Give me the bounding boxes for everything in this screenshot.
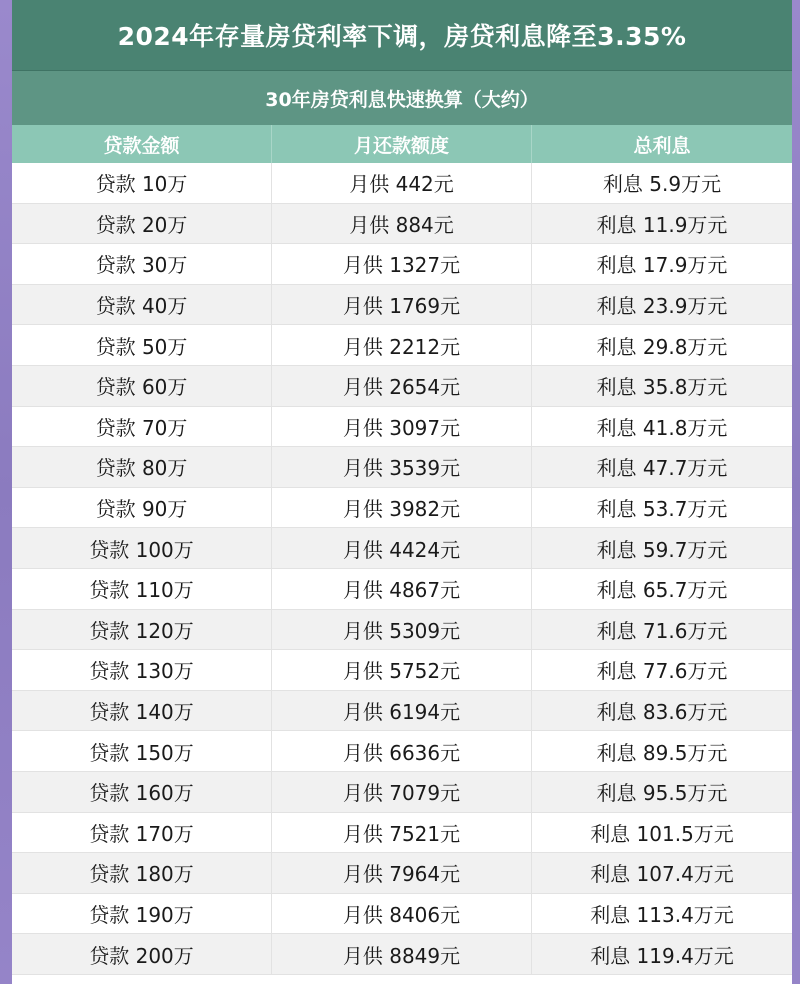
loan-amount-cell: 贷款 100万 xyxy=(12,528,272,568)
total-interest-cell: 利息 107.4万元 xyxy=(590,862,734,887)
total-interest-cell: 利息 5.9万元 xyxy=(602,172,722,197)
table-row xyxy=(12,772,792,813)
total-interest-cell: 利息 83.6万元 xyxy=(596,700,728,725)
total-interest-cell: 利息 11.9万元 xyxy=(596,212,728,237)
table-row xyxy=(12,285,792,326)
table-row xyxy=(12,610,792,651)
total-interest-cell: 利息 65.7万元 xyxy=(596,578,728,603)
total-interest-cell: 利息 77.6万元 xyxy=(596,659,728,684)
monthly-payment-cell: 月供 7079元 xyxy=(272,772,532,812)
table-row xyxy=(12,691,792,732)
monthly-payment-cell: 月供 6194元 xyxy=(272,691,532,731)
loan-amount-cell: 贷款 80万 xyxy=(12,447,272,487)
loan-amount-cell: 贷款 180万 xyxy=(12,853,272,893)
monthly-payment-cell: 月供 3539元 xyxy=(272,447,532,487)
monthly-payment-cell: 月供 442元 xyxy=(272,163,532,203)
loan-amount-cell: 贷款 160万 xyxy=(12,772,272,812)
total-interest-cell: 利息 71.6万元 xyxy=(596,618,728,643)
loan-amount-cell: 贷款 70万 xyxy=(12,407,272,447)
loan-amount-cell: 贷款 40万 xyxy=(12,285,272,325)
total-interest-cell: 利息 17.9万元 xyxy=(596,253,728,278)
total-interest-cell: 利息 47.7万元 xyxy=(596,456,728,481)
table-row xyxy=(12,650,792,691)
monthly-payment-cell: 月供 2212元 xyxy=(272,325,532,365)
table-body xyxy=(12,163,792,975)
total-interest-cell: 利息 95.5万元 xyxy=(596,781,728,806)
monthly-payment-cell: 月供 8849元 xyxy=(272,934,532,974)
total-interest-cell: 利息 41.8万元 xyxy=(596,415,728,440)
table-row xyxy=(12,204,792,245)
monthly-payment-cell: 月供 3097元 xyxy=(272,407,532,447)
loan-amount-cell: 贷款 150万 xyxy=(12,731,272,771)
loan-amount-cell: 贷款 90万 xyxy=(12,488,272,528)
table-row xyxy=(12,853,792,894)
loan-amount-cell: 贷款 170万 xyxy=(12,813,272,853)
monthly-payment-cell: 月供 5309元 xyxy=(272,610,532,650)
loan-amount-cell: 贷款 60万 xyxy=(12,366,272,406)
monthly-payment-cell: 月供 5752元 xyxy=(272,650,532,690)
table-title: 2024年存量房贷利率下调，房贷利息降至3.35% xyxy=(12,0,792,71)
total-interest-cell: 利息 89.5万元 xyxy=(596,740,728,765)
monthly-payment-cell: 月供 4424元 xyxy=(272,528,532,568)
loan-amount-cell: 贷款 200万 xyxy=(12,934,272,974)
loan-amount-cell: 贷款 110万 xyxy=(12,569,272,609)
table-row xyxy=(12,407,792,448)
table-row xyxy=(12,934,792,975)
loan-amount-cell: 贷款 190万 xyxy=(12,894,272,934)
total-interest-cell: 利息 35.8万元 xyxy=(596,375,728,400)
table-row xyxy=(12,163,792,204)
monthly-payment-cell: 月供 7521元 xyxy=(272,813,532,853)
total-interest-cell: 利息 23.9万元 xyxy=(596,294,728,319)
loan-amount-cell: 贷款 30万 xyxy=(12,244,272,284)
table-row xyxy=(12,528,792,569)
header-monthly-payment: 月还款额度 xyxy=(272,125,532,163)
monthly-payment-cell: 月供 3982元 xyxy=(272,488,532,528)
loan-amount-cell: 贷款 20万 xyxy=(12,204,272,244)
loan-amount-cell: 贷款 10万 xyxy=(12,163,272,203)
loan-amount-cell: 贷款 50万 xyxy=(12,325,272,365)
monthly-payment-cell: 月供 4867元 xyxy=(272,569,532,609)
monthly-payment-cell: 月供 7964元 xyxy=(272,853,532,893)
total-interest-cell: 利息 53.7万元 xyxy=(596,497,728,522)
table-header xyxy=(12,125,792,163)
monthly-payment-cell: 月供 2654元 xyxy=(272,366,532,406)
total-interest-cell: 利息 101.5万元 xyxy=(590,821,734,846)
loan-table xyxy=(12,0,792,984)
total-interest-cell: 利息 29.8万元 xyxy=(596,334,728,359)
header-loan-amount: 贷款金额 xyxy=(12,125,272,163)
header-total-interest: 总利息 xyxy=(633,134,691,157)
loan-amount-cell: 贷款 130万 xyxy=(12,650,272,690)
table-row xyxy=(12,325,792,366)
table-row xyxy=(12,894,792,935)
monthly-payment-cell: 月供 1769元 xyxy=(272,285,532,325)
table-row xyxy=(12,244,792,285)
total-interest-cell: 利息 59.7万元 xyxy=(596,537,728,562)
table-row xyxy=(12,447,792,488)
table-row xyxy=(12,569,792,610)
monthly-payment-cell: 月供 884元 xyxy=(272,204,532,244)
table-row xyxy=(12,813,792,854)
total-interest-cell: 利息 113.4万元 xyxy=(590,902,734,927)
background-left xyxy=(0,0,12,984)
table-row xyxy=(12,731,792,772)
loan-amount-cell: 贷款 120万 xyxy=(12,610,272,650)
loan-amount-cell: 贷款 140万 xyxy=(12,691,272,731)
table-row xyxy=(12,366,792,407)
monthly-payment-cell: 月供 6636元 xyxy=(272,731,532,771)
total-interest-cell: 利息 119.4万元 xyxy=(590,943,734,968)
table-subtitle: 30年房贷利息快速换算（大约） xyxy=(12,71,792,125)
table-row xyxy=(12,488,792,529)
monthly-payment-cell: 月供 8406元 xyxy=(272,894,532,934)
monthly-payment-cell: 月供 1327元 xyxy=(272,244,532,284)
